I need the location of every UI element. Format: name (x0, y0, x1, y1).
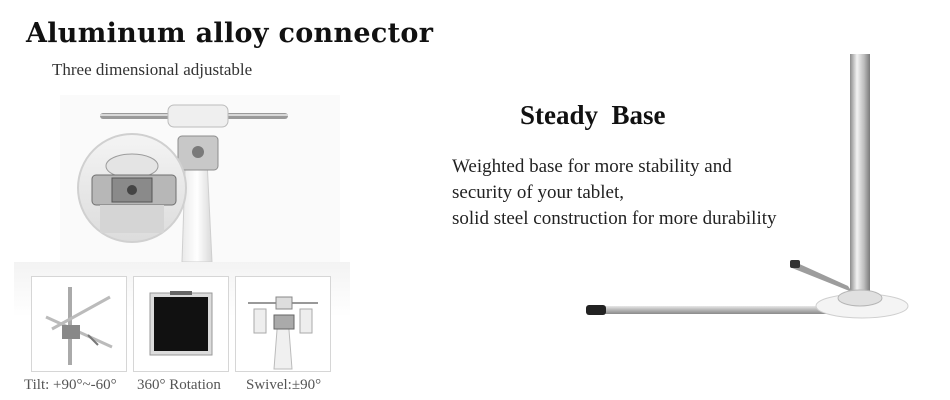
connector-title: Aluminum alloy connector (26, 18, 434, 49)
swivel-caption: Swivel:±90° (246, 377, 322, 393)
description-line: security of your tablet, (452, 182, 625, 203)
rotation-panel (133, 276, 229, 372)
description-line: Weighted base for more stability and (452, 156, 732, 177)
description-line: solid steel construction for more durability (452, 208, 777, 229)
rotation-diagram (134, 277, 228, 371)
base-title: Steady Base (520, 100, 666, 130)
connector-subtitle: Three dimensional adjustable (52, 60, 253, 79)
base-description (452, 154, 872, 232)
swivel-panel (235, 276, 331, 372)
rotation-caption: 360° Rotation (137, 377, 221, 393)
swivel-diagram (236, 277, 330, 371)
tilt-diagram (32, 277, 126, 371)
tilt-caption: Tilt: +90°~-60° (24, 377, 117, 393)
tilt-panel (31, 276, 127, 372)
